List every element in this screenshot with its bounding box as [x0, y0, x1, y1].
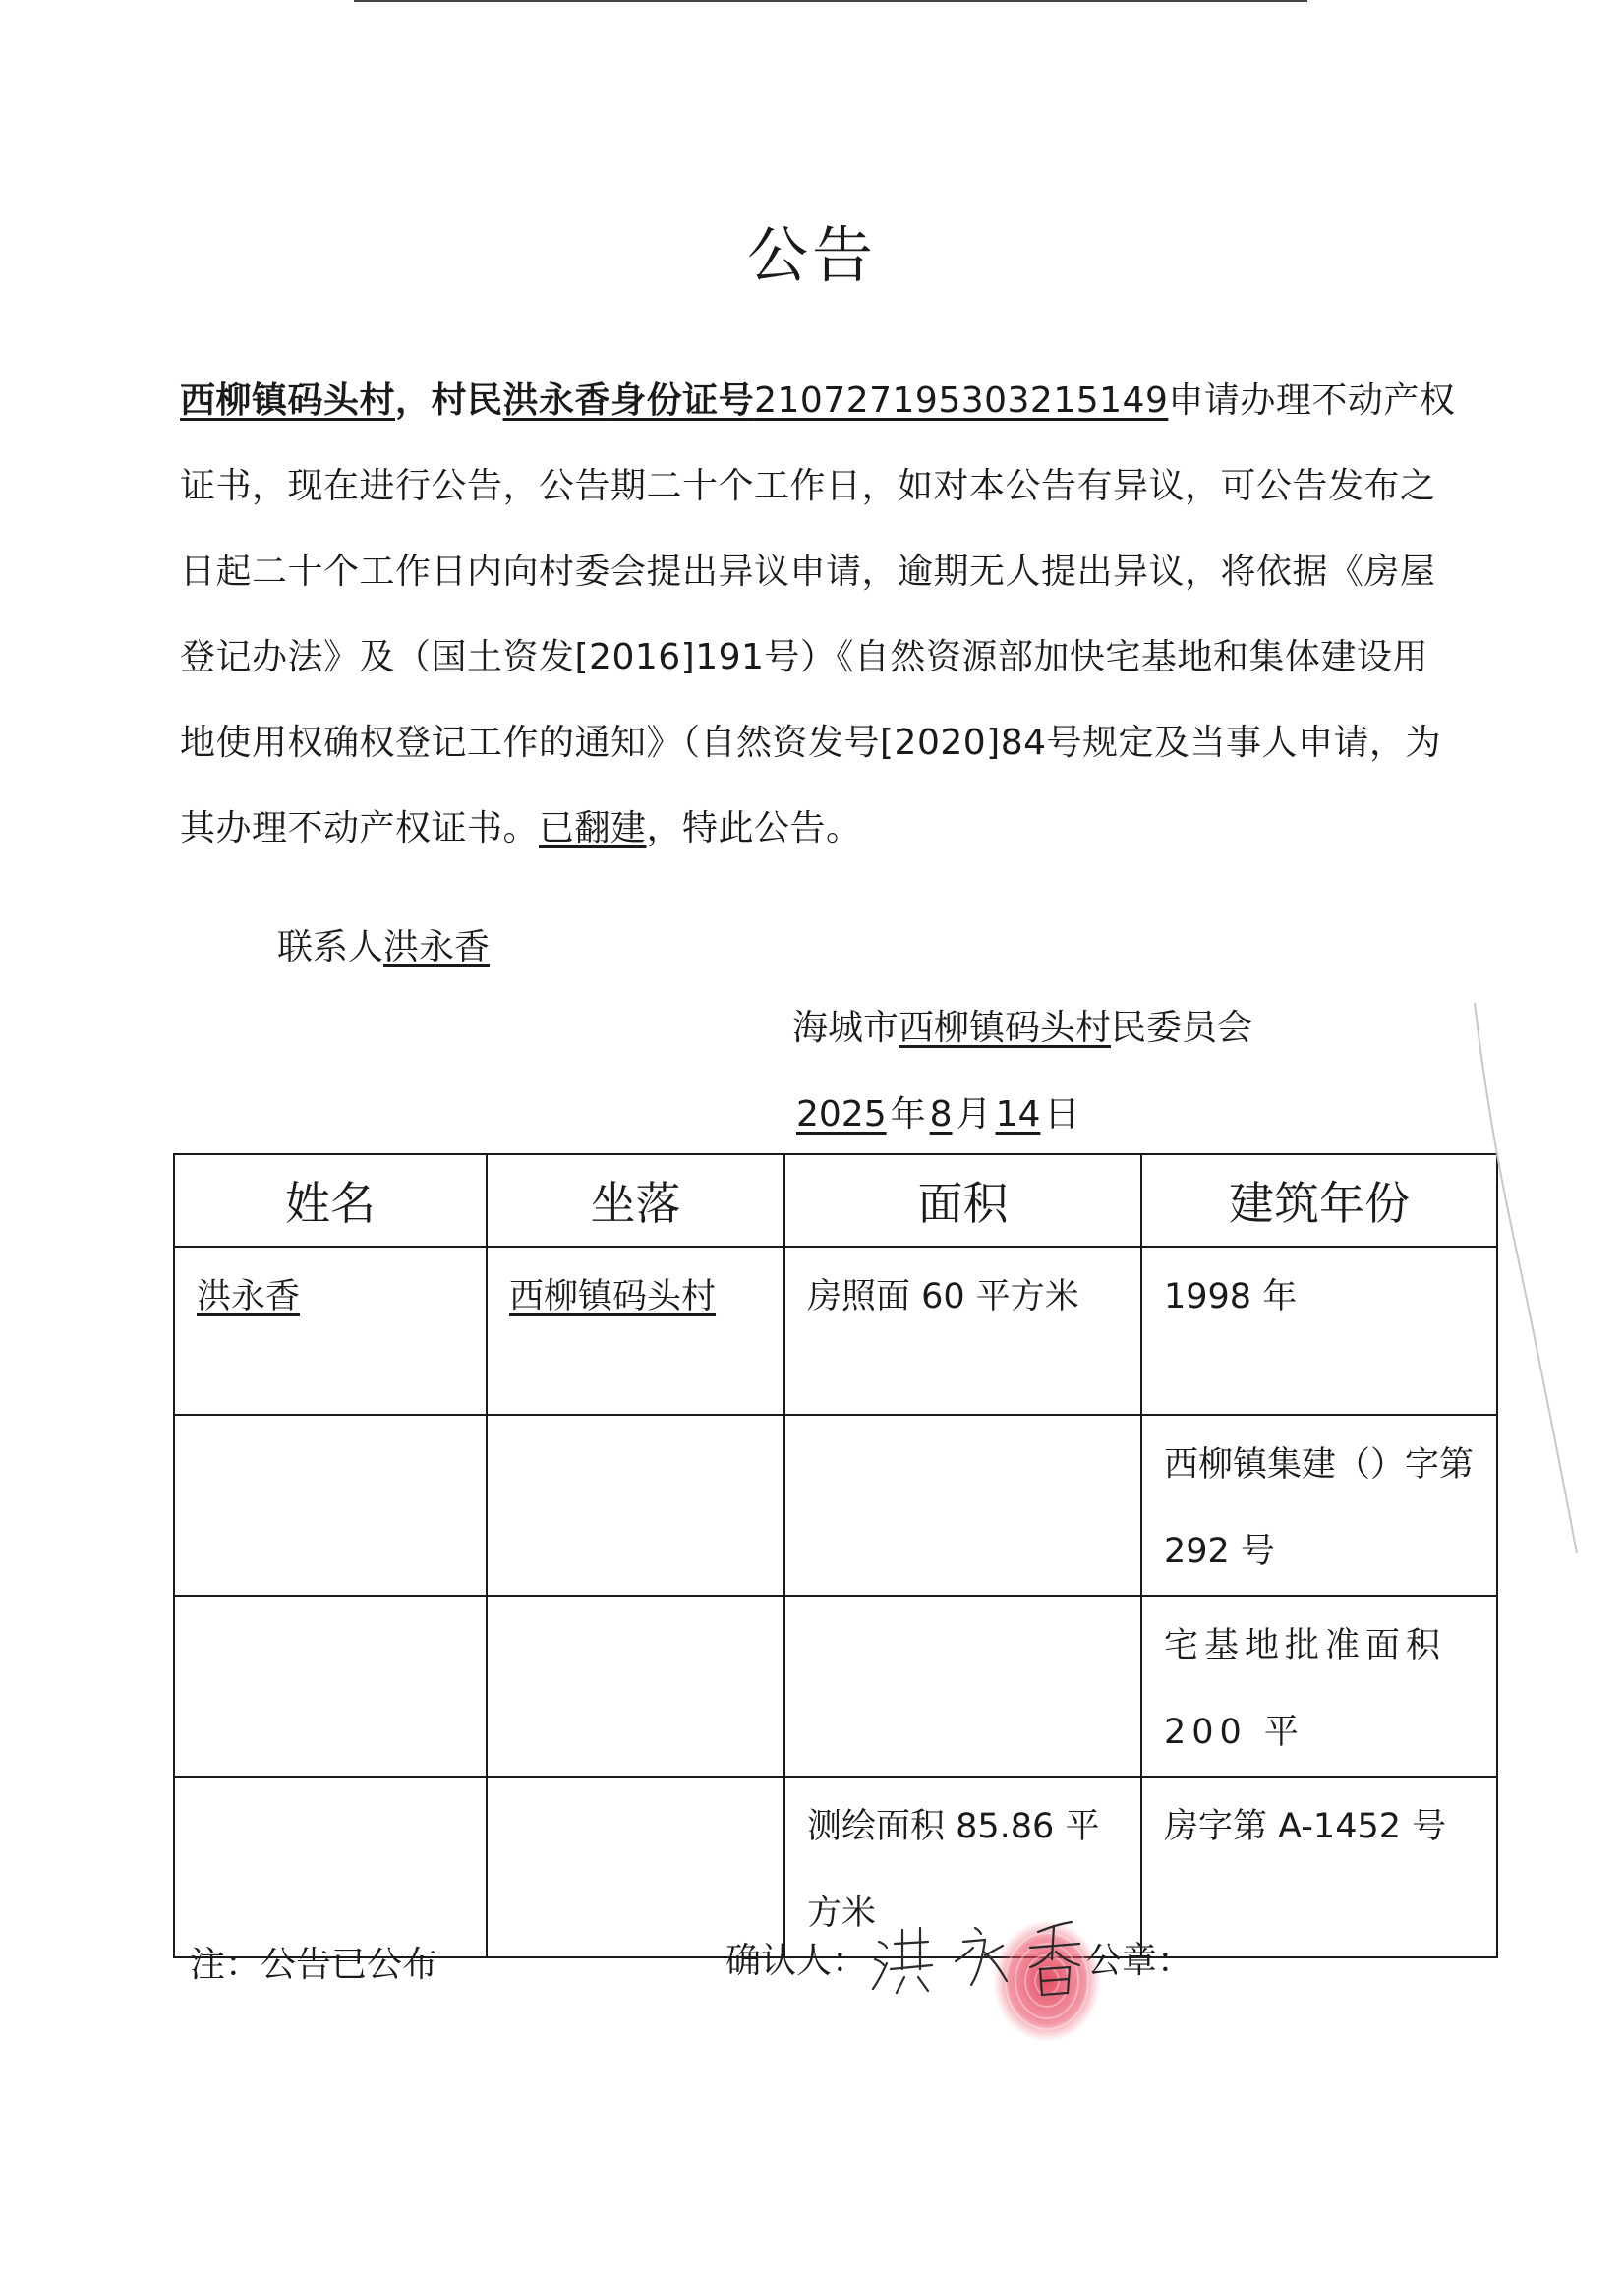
table-row — [174, 1596, 1497, 1777]
contact-name: 洪永香 — [383, 927, 491, 967]
cell-build-year: 1998 年 — [1164, 1277, 1298, 1316]
property-table — [173, 1153, 1498, 1958]
cell-house-number: 房字第 A-1452 号 — [1164, 1807, 1447, 1846]
cell-survey-area: 测绘面积 85.86 平方米 — [807, 1807, 1100, 1933]
table-row — [174, 1777, 1497, 1957]
notice-closing: ，特此公告。 — [646, 808, 862, 848]
table-cell — [784, 1247, 1141, 1415]
table-cell — [1141, 1596, 1497, 1777]
table-cell — [174, 1247, 487, 1415]
location: 西柳镇码头村 — [180, 380, 396, 421]
top-rule — [354, 0, 1307, 2]
handwritten-signature — [865, 1912, 1101, 2001]
header-name: 姓名 — [174, 1154, 487, 1247]
cell-location: 西柳镇码头村 — [509, 1277, 717, 1316]
villager-name: 洪永香 — [502, 380, 611, 421]
confirm-label: 确认人： — [725, 1941, 868, 1981]
table-cell — [1141, 1415, 1497, 1596]
table-cell — [174, 1596, 487, 1777]
table-row — [174, 1415, 1497, 1596]
date-day-unit: 日 — [1044, 1094, 1080, 1135]
committee-prefix: 海城市 — [792, 1008, 899, 1048]
table-cell — [1141, 1247, 1497, 1415]
date-year-unit: 年 — [890, 1094, 926, 1135]
separator: ， — [395, 380, 432, 421]
committee-village: 西柳镇码头村 — [899, 1008, 1112, 1048]
date-year: 2025 — [796, 1094, 887, 1135]
date-day: 14 — [995, 1094, 1041, 1135]
table-header-row — [174, 1154, 1497, 1247]
header-build-year: 建筑年份 — [1141, 1154, 1497, 1247]
committee-suffix: 民委员会 — [1111, 1008, 1253, 1048]
footer-note: 注：公告已公布 — [190, 1945, 438, 1985]
date-month: 8 — [929, 1094, 953, 1135]
seal-label: 公章： — [1086, 1941, 1193, 1981]
contact-line — [277, 919, 490, 969]
date-month-unit: 月 — [956, 1094, 992, 1135]
contact-label: 联系人 — [277, 927, 384, 967]
scan-edge-mark — [1467, 1003, 1585, 1553]
notice-title: 公告 — [746, 219, 877, 291]
cell-collective-permit: 西柳镇集建（）字第 292 号 — [1164, 1445, 1475, 1571]
notice-body — [180, 358, 1458, 871]
rebuilt-status: 已翻建 — [539, 808, 647, 848]
table-cell — [784, 1596, 1141, 1777]
id-label: 身份证号 — [610, 380, 755, 421]
table-cell — [174, 1777, 487, 1957]
table-cell — [784, 1415, 1141, 1596]
cell-homestead-area: 宅基地批准面积 200 平 — [1164, 1626, 1447, 1752]
header-location: 坐落 — [487, 1154, 784, 1247]
table-cell — [487, 1415, 784, 1596]
header-area: 面积 — [784, 1154, 1141, 1247]
id-number: 210727195303215149 — [754, 380, 1169, 421]
table-cell — [1141, 1777, 1497, 1957]
table-cell — [487, 1596, 784, 1777]
committee-line — [792, 1000, 1252, 1050]
cell-owner-name: 洪永香 — [197, 1277, 301, 1316]
cell-area: 房照面 60 平方米 — [807, 1277, 1079, 1316]
table-cell — [487, 1777, 784, 1957]
notice-text: 申请办理不动产权证书，现在进行公告，公告期二十个工作日，如对本公告有异议，可公告发布之日起二十个工作日内向村委会提出异议申请，逾期无人提出异议，将依据《房屋登记办法》及（国土资发[2016]191号）《自然资源部加快宅基地和集体建设用地使用权确权登记工作的通知》（自然资发号[2020]84号规定及当事人申请，为其办理不动产权证书。 — [180, 380, 1456, 848]
table-row — [174, 1247, 1497, 1415]
table-cell — [174, 1415, 487, 1596]
villager-prefix: 村民 — [431, 380, 503, 421]
date-line — [792, 1086, 1079, 1137]
table-cell — [487, 1247, 784, 1415]
